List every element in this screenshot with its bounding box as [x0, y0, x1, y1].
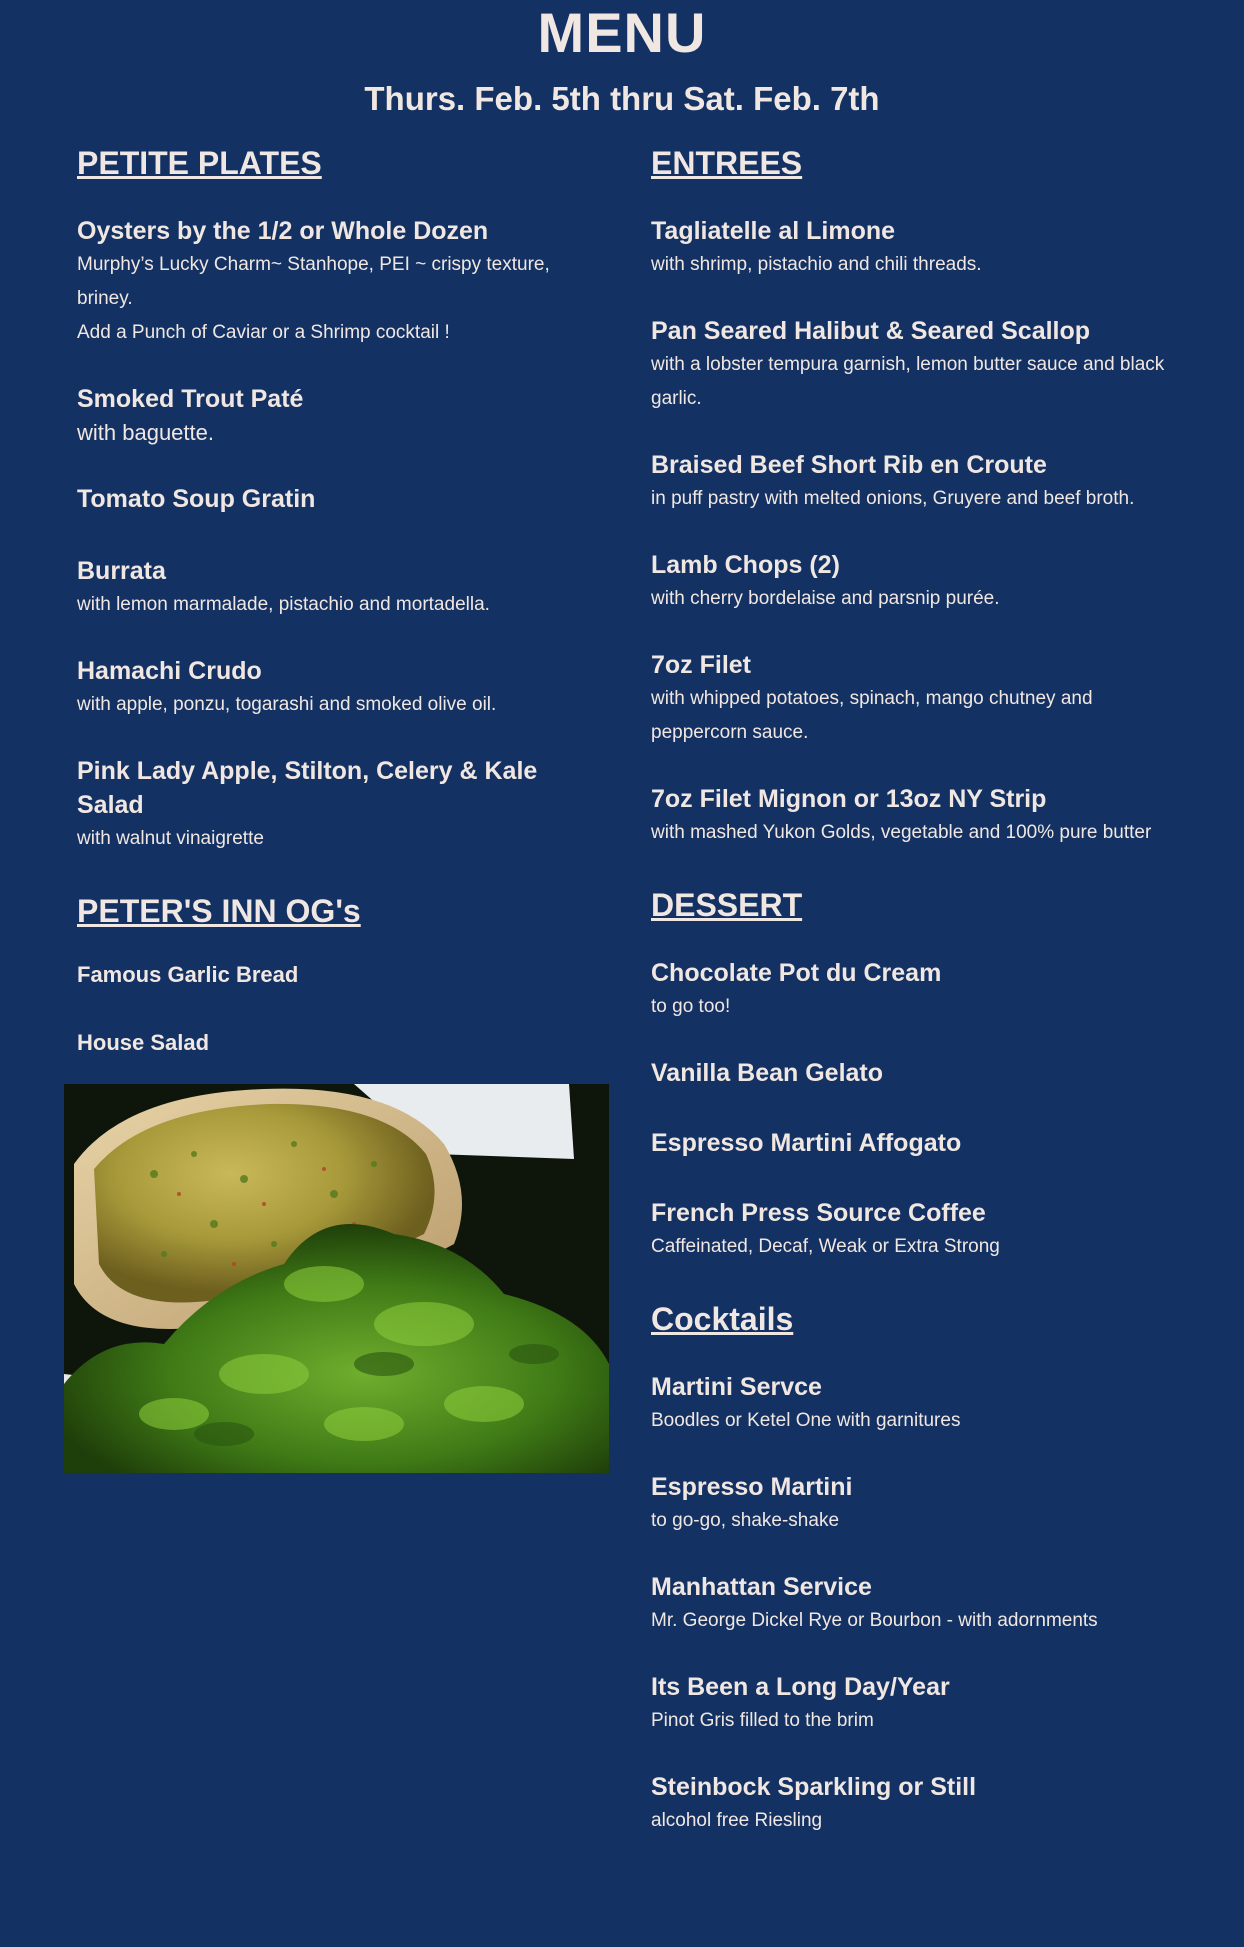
menu-title: MENU — [537, 1, 707, 64]
dessert-section — [651, 882, 1191, 1264]
item-name: Smoked Trout Paté — [77, 385, 304, 413]
item-name: Espresso Martini — [651, 1473, 853, 1501]
item-description: Pinot Gris filled to the brim — [651, 1710, 874, 1731]
item-name: Steinbock Sparkling or Still — [651, 1773, 977, 1801]
menu-item — [651, 314, 1191, 416]
item-name: Oysters by the 1/2 or Whole Dozen — [77, 217, 489, 245]
menu-item — [77, 214, 597, 350]
menu-item — [651, 1370, 1191, 1438]
item-name: Martini Servce — [651, 1373, 822, 1401]
right-column — [651, 140, 1191, 1870]
item-name: French Press Source Coffee — [651, 1199, 986, 1227]
menu-item — [77, 482, 597, 516]
menu-item — [651, 1126, 1191, 1160]
section-title: ENTREES — [651, 145, 803, 181]
item-name: Hamachi Crudo — [77, 657, 262, 685]
item-name: Burrata — [77, 557, 166, 585]
section-title: DESSERT — [651, 887, 803, 923]
item-description: with cherry bordelaise and parsnip purée. — [651, 588, 1000, 609]
section-title: Cocktails — [651, 1301, 794, 1337]
menu-item — [77, 554, 597, 622]
menu-item — [651, 1056, 1191, 1090]
section-title: PETER'S INN OG's — [77, 893, 361, 929]
item-description: Caffeinated, Decaf, Weak or Extra Strong — [651, 1236, 1000, 1257]
menu-item — [651, 448, 1191, 516]
menu-item — [77, 654, 597, 722]
item-description: Add a Punch of Caviar or a Shrimp cocktail ! — [77, 322, 450, 343]
item-name: 7oz Filet — [651, 651, 752, 679]
garlic-bread-and-salad-photo — [64, 1084, 609, 1473]
menu-item — [651, 1196, 1191, 1264]
menu-item — [651, 548, 1191, 616]
menu-date-range: Thurs. Feb. 5th thru Sat. Feb. 7th — [364, 80, 880, 117]
item-description: Mr. George Dickel Rye or Bourbon - with adornments — [651, 1610, 1098, 1631]
menu-item — [651, 956, 1191, 1024]
item-name: Espresso Martini Affogato — [651, 1129, 962, 1157]
item-description: with mashed Yukon Golds, vegetable and 100% pure butter — [651, 822, 1152, 843]
menu-item — [651, 1570, 1191, 1638]
item-name: Lamb Chops (2) — [651, 551, 840, 579]
menu-item — [77, 958, 597, 992]
menu-item — [651, 648, 1191, 750]
item-name: Braised Beef Short Rib en Croute — [651, 451, 1047, 479]
item-description: with a lobster tempura garnish, lemon butter sauce and black garlic. — [651, 354, 1165, 409]
item-name: Famous Garlic Bread — [77, 962, 299, 987]
entrees-section — [651, 140, 1191, 850]
item-description: to go-go, shake-shake — [651, 1510, 840, 1531]
item-name: Vanilla Bean Gelato — [651, 1059, 884, 1087]
item-name: Tagliatelle al Limone — [651, 217, 896, 245]
item-name: Manhattan Service — [651, 1573, 872, 1601]
item-name: 7oz Filet Mignon or 13oz NY Strip — [651, 785, 1047, 813]
menu-item — [77, 382, 597, 450]
menu-item — [651, 1670, 1191, 1738]
menu-item — [77, 1026, 597, 1060]
item-description: Murphy’s Lucky Charm~ Stanhope, PEI ~ crispy texture, briney. — [77, 254, 550, 309]
menu-item — [651, 782, 1191, 850]
item-name: Pan Seared Halibut & Seared Scallop — [651, 317, 1091, 345]
cocktails-section — [651, 1296, 1191, 1838]
item-description: with baguette. — [77, 420, 214, 445]
item-description: with whipped potatoes, spinach, mango chutney and peppercorn sauce. — [651, 688, 1093, 743]
menu-item — [651, 214, 1191, 282]
item-description: with apple, ponzu, togarashi and smoked olive oil. — [77, 694, 497, 715]
item-description: alcohol free Riesling — [651, 1810, 823, 1831]
item-description: in puff pastry with melted onions, Gruyere and beef broth. — [651, 488, 1135, 509]
item-description: with walnut vinaigrette — [77, 828, 264, 849]
item-name: Pink Lady Apple, Stilton, Celery & Kale Salad — [77, 757, 538, 819]
item-description: with lemon marmalade, pistachio and mortadella. — [77, 594, 490, 615]
item-name: Chocolate Pot du Cream — [651, 959, 942, 987]
item-description: Boodles or Ketel One with garnitures — [651, 1410, 961, 1431]
petite-plates-section — [77, 140, 597, 856]
left-column — [77, 140, 597, 1092]
menu-item — [77, 754, 597, 856]
section-title: PETITE PLATES — [77, 145, 322, 181]
item-name: House Salad — [77, 1030, 210, 1055]
menu-item — [651, 1770, 1191, 1838]
item-description: to go too! — [651, 996, 731, 1017]
item-name: Its Been a Long Day/Year — [651, 1673, 950, 1701]
item-description: with shrimp, pistachio and chili threads. — [651, 254, 982, 275]
og-section — [77, 888, 597, 1060]
item-name: Tomato Soup Gratin — [77, 485, 316, 513]
menu-item — [651, 1470, 1191, 1538]
